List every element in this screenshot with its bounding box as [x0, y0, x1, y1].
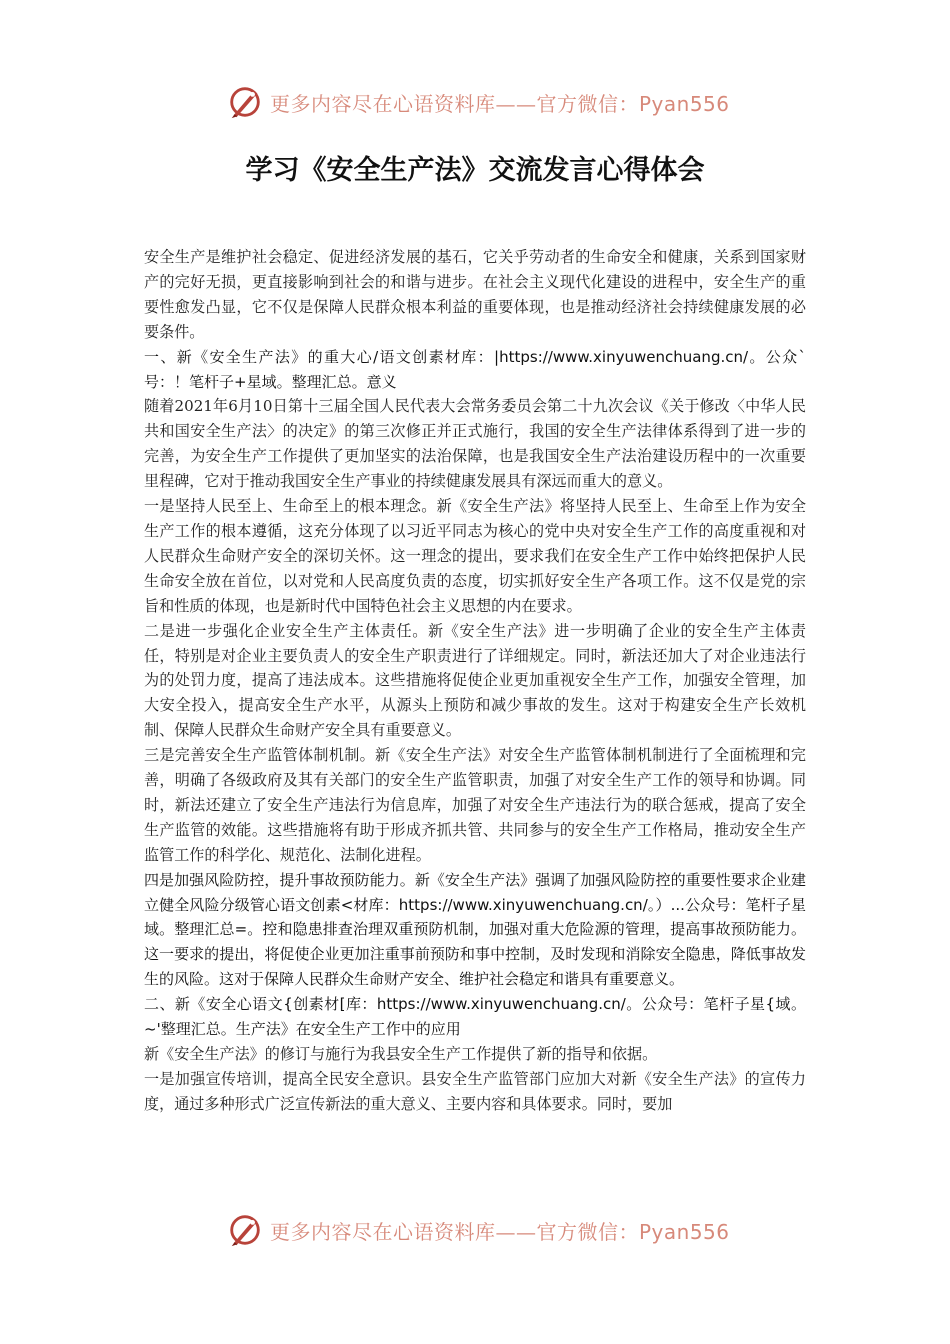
paragraph-point-4: 四是加强风险防控，提升事故预防能力。新《安全生产法》强调了加强风险防控的重要性要求企业建立健全风险分级管心语文创素<材库：https://www.xinyuwenchuang.cn/。）...公众号：笔杆子星域。整理汇总=。控和隐患排查治理双重预防机制，加强对重大危险源的管理，提高事故预防能力。这一要求的提出，将促使企业更加注重事前预防和事中控制，及时发现和消除安全隐患，降低事故发生的风险。这对于保障人民群众生命财产安全、维护社会稳定和谐具有重要意义。	[144, 870, 806, 989]
section-heading-1: 一、新《安全生产法》的重大心/语文创素材库：|https://www.xinyuwenchuang.cn/。公众`号：！笔杆子+星域。整理汇总。意义	[144, 347, 806, 391]
pen-logo-icon	[226, 1211, 264, 1249]
paragraph-intro: 安全生产是维护社会稳定、促进经济发展的基石，它关乎劳动者的生命安全和健康，关系到国家财产的完好无损，更直接影响到社会的和谐与进步。在社会主义现代化建设的进程中，安全生产的重要性愈发凸显，它不仅是保障人民群众根本利益的重要体现，也是推动经济社会持续健康发展的必要条件。	[144, 248, 806, 341]
paragraph-point-1: 一是坚持人民至上、生命至上的根本理念。新《安全生产法》将坚持人民至上、生命至上作为安全生产工作的根本遵循，这充分体现了以习近平同志为核心的党中央对安全生产工作的高度重视和对人民群众生命财产安全的深切关怀。这一理念的提出，要求我们在安全生产工作中始终把保护人民生命安全放在首位，以对党和人民高度负责的态度，切实抓好安全生产各项工作。这不仅是党的宗旨和性质的体现，也是新时代中国特色社会主义思想的内在要求。	[144, 497, 806, 615]
paragraph-point-2: 二是进一步强化企业安全生产主体责任。新《安全生产法》进一步明确了企业的安全生产主体责任，特别是对企业主要负责人的安全生产职责进行了详细规定。同时，新法还加大了对企业违法行为的处罚力度，提高了违法成本。这些措施将促使企业更加重视安全生产工作，加强安全管理，加大安全投入，提高安全生产水平，从源头上预防和减少事故的发生。这对于构建安全生产长效机制、保障人民群众生命财产安全具有重要意义。	[144, 621, 806, 740]
document-body	[144, 245, 806, 1117]
watermark-text: 更多内容尽在心语资料库——官方微信：Pyan556	[270, 1219, 730, 1244]
paragraph-point-3: 三是完善安全生产监管体制机制。新《安全生产法》对安全生产监管体制机制进行了全面梳理和完善，明确了各级政府及其有关部门的安全生产监管职责，加强了对安全生产工作的领导和协调。同时，新法还建立了安全生产违法行为信息库，加强了对安全生产违法行为的联合惩戒，提高了安全生产监管的效能。这些措施将有助于形成齐抓共管、共同参与的安全生产工作格局，推动安全生产监管工作的科学化、规范化、法制化进程。	[144, 746, 806, 864]
watermark-text: 更多内容尽在心语资料库——官方微信：Pyan556	[270, 91, 730, 116]
header-watermark-banner	[226, 82, 730, 122]
page-title: 学习《安全生产法》交流发言心得体会	[245, 155, 705, 186]
pen-logo-icon	[226, 83, 264, 121]
paragraph-application-intro: 新《安全生产法》的修订与施行为我县安全生产工作提供了新的指导和依据。	[144, 1045, 658, 1063]
paragraph-background: 随着2021年6月10日第十三届全国人民代表大会常务委员会第二十九次会议《关于修改〈中华人民共和国安全生产法〉的决定》的第三次修正并正式施行，我国的安全生产法律体系得到了进一步的完善，为安全生产工作提供了更加坚实的法治保障，也是我国安全生产法治建设历程中的一次重要里程碑，它对于推动我国安全生产事业的持续健康发展具有深远而重大的意义。	[144, 397, 806, 491]
paragraph-application-1: 一是加强宣传培训，提高全民安全意识。县安全生产监管部门应加大对新《安全生产法》的宣传力度，通过多种形式广泛宣传新法的重大意义、主要内容和具体要求。同时，要加	[144, 1069, 806, 1113]
section-heading-2: 二、新《安全心语文{创素材[库：https://www.xinyuwenchuang.cn/。公众号：笔杆子星{域。~'整理汇总。生产法》在安全生产工作中的应用	[144, 995, 806, 1039]
footer-watermark-banner	[226, 1210, 730, 1250]
